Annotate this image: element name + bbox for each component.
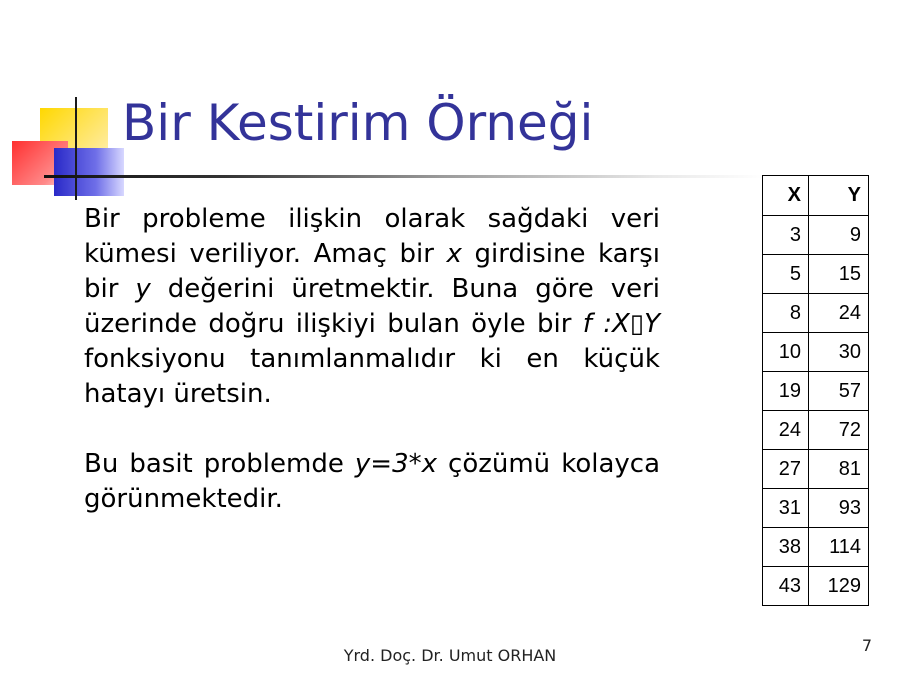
cell-y: 114 <box>809 528 869 567</box>
cell-x: 8 <box>763 294 809 333</box>
text-run: fonksiyonu tanımlanmalıdır ki en küçük hatayı üretsin. <box>84 344 660 409</box>
text-run: Bu basit problemde <box>84 449 355 479</box>
table-row <box>763 528 869 567</box>
text-run: değerini üretmektir. Buna göre veri üzerinde doğru ilişkiyi bulan öyle bir <box>84 274 661 339</box>
table-row <box>763 411 869 450</box>
cell-x: 27 <box>763 450 809 489</box>
cell-x: 3 <box>763 216 809 255</box>
cell-y: 24 <box>809 294 869 333</box>
text-run: çözümü kolayca görünmektedir. <box>84 449 660 514</box>
text-run: y <box>135 274 151 304</box>
decor-blue-square <box>54 148 124 196</box>
cell-y: 129 <box>809 567 869 606</box>
footer-author: Yrd. Doç. Dr. Umut ORHAN <box>343 646 557 665</box>
text-run: y=3*x <box>354 449 437 479</box>
data-table <box>762 175 869 606</box>
cell-x: 43 <box>763 567 809 606</box>
table-row <box>763 567 869 606</box>
table-body <box>763 216 869 606</box>
cell-y: 81 <box>809 450 869 489</box>
table-header-row <box>763 176 869 216</box>
body-paragraph-2 <box>84 447 660 517</box>
column-header-x: X <box>763 176 809 216</box>
cell-y: 9 <box>809 216 869 255</box>
cell-x: 38 <box>763 528 809 567</box>
table-row <box>763 372 869 411</box>
cell-y: 15 <box>809 255 869 294</box>
slide-body <box>84 202 660 517</box>
table-row <box>763 216 869 255</box>
decor-vertical-line <box>75 97 77 200</box>
title-underline <box>44 175 764 178</box>
cell-x: 10 <box>763 333 809 372</box>
cell-x: 5 <box>763 255 809 294</box>
text-run: Bir probleme ilişkin olarak sağdaki veri kümesi veriliyor. Amaç bir <box>84 204 660 269</box>
slide-title: Bir Kestirim Örneği <box>122 94 594 152</box>
text-run: f :X▯Y <box>582 309 660 339</box>
page-number: 7 <box>861 636 872 655</box>
column-header-y: Y <box>809 176 869 216</box>
cell-x: 19 <box>763 372 809 411</box>
cell-y: 72 <box>809 411 869 450</box>
cell-y: 57 <box>809 372 869 411</box>
cell-x: 24 <box>763 411 809 450</box>
text-run: girdisine karşı bir <box>84 239 661 304</box>
table-row <box>763 333 869 372</box>
cell-x: 31 <box>763 489 809 528</box>
table-row <box>763 294 869 333</box>
cell-y: 93 <box>809 489 869 528</box>
text-run: x <box>446 239 462 269</box>
cell-y: 30 <box>809 333 869 372</box>
body-paragraph-1 <box>84 202 660 412</box>
table-row <box>763 489 869 528</box>
table-row <box>763 255 869 294</box>
table-row <box>763 450 869 489</box>
